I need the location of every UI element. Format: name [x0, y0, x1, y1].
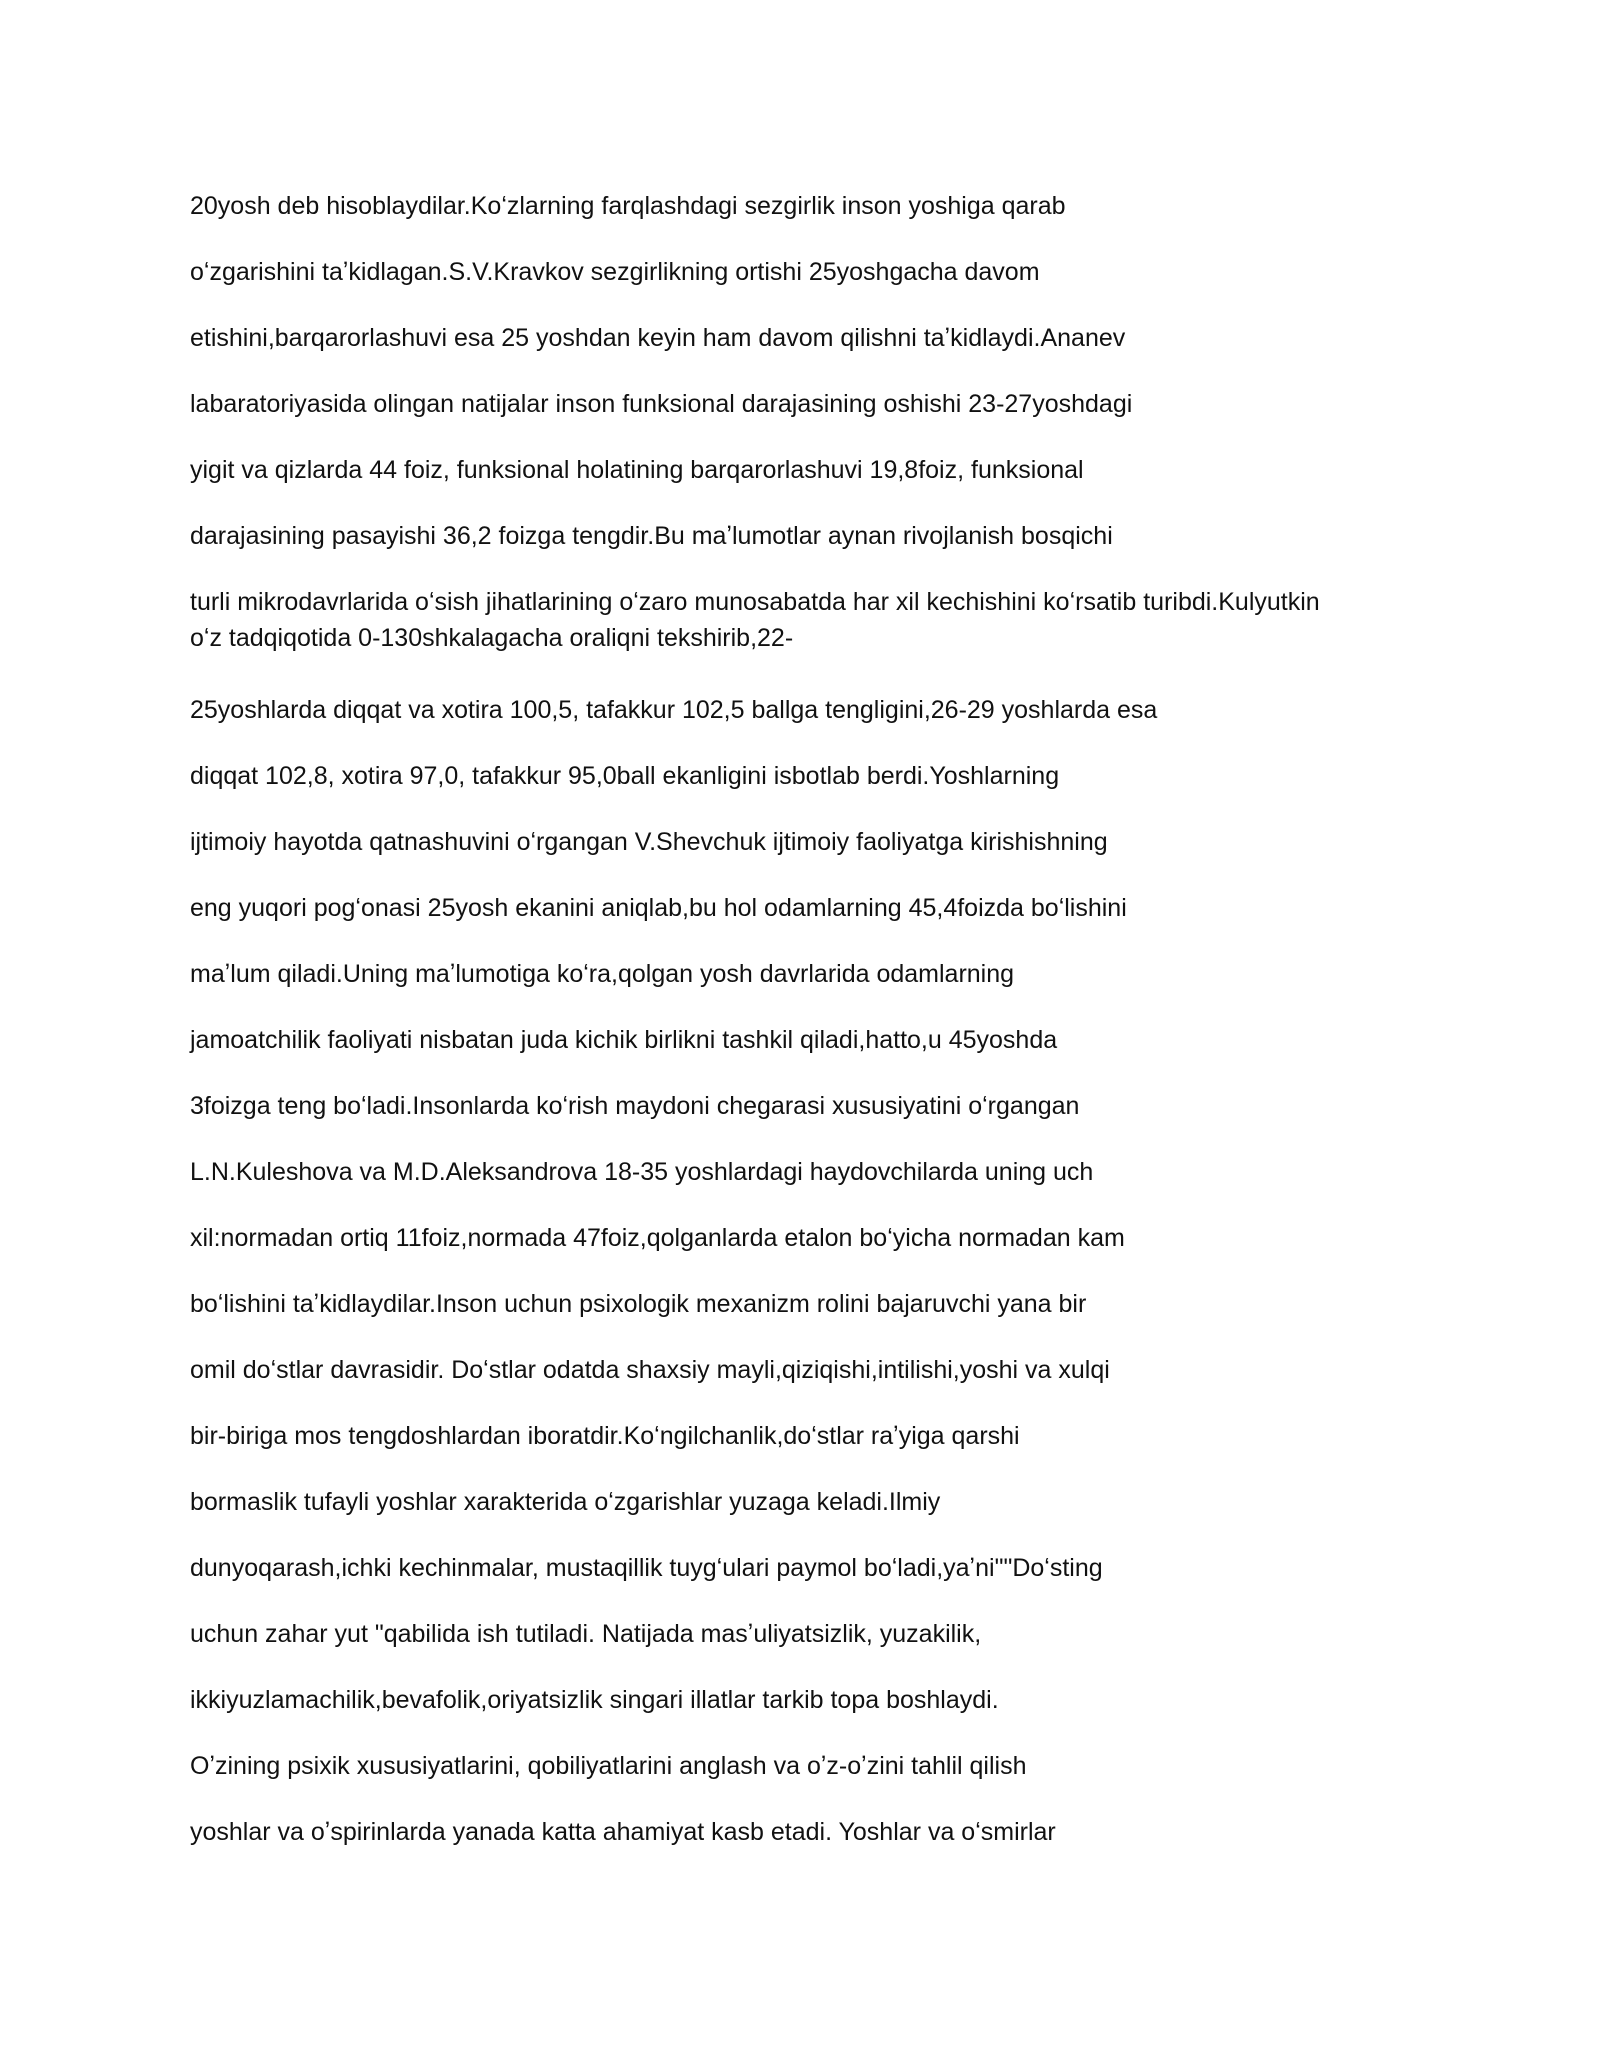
text-line: xil:normadan ortiq 11foiz,normada 47foiz,qolganlarda etalon boʻyicha normadan kam: [190, 1224, 1125, 1252]
text-line: maʼlum qiladi.Uning maʼlumotiga koʻra,qolgan yosh davrlarida odamlarning: [190, 960, 1015, 988]
text-line: turli mikrodavrlarida oʻsish jihatlarining oʻzaro munosabatda har xil kechishini koʻrsatib turibdi.Kulyutkin: [190, 588, 1320, 616]
text-line: jamoatchilik faoliyati nisbatan juda kichik birlikni tashkil qiladi,hatto,u 45yoshda: [190, 1026, 1058, 1054]
text-line: diqqat 102,8, xotira 97,0, tafakkur 95,0ball ekanligini isbotlab berdi.Yoshlarning: [190, 762, 1060, 790]
text-line: oʻzgarishini taʼkidlagan.S.V.Kravkov sezgirlikning ortishi 25yoshgacha davom: [190, 258, 1040, 286]
text-line: dunyoqarash,ichki kechinmalar, mustaqillik tuygʻulari paymol boʻladi,yaʼni""Doʻsting: [190, 1554, 1103, 1582]
text-line: yoshlar va oʼspirinlarda yanada katta ahamiyat kasb etadi. Yoshlar va oʻsmirlar: [190, 1818, 1056, 1846]
text-line: darajasining pasayishi 36,2 foizga tengdir.Bu maʼlumotlar aynan rivojlanish bosqichi: [190, 522, 1113, 550]
text-line: 20yosh deb hisoblaydilar.Koʻzlarning farqlashdagi sezgirlik inson yoshiga qarab: [190, 192, 1066, 220]
text-line: labaratoriyasida olingan natijalar inson funksional darajasining oshishi 23-27yoshdagi: [190, 390, 1133, 418]
text-line: etishini,barqarorlashuvi esa 25 yoshdan keyin ham davom qilishni taʼkidlaydi.Ananev: [190, 324, 1126, 352]
text-line: bir-biriga mos tengdoshlardan iboratdir.Koʻngilchanlik,doʻstlar raʼyiga qarshi: [190, 1422, 1020, 1450]
text-line: ikkiyuzlamachilik,bevafolik,oriyatsizlik singari illatlar tarkib topa boshlaydi.: [190, 1686, 999, 1714]
text-line: eng yuqori pogʻonasi 25yosh ekanini aniqlab,bu hol odamlarning 45,4foizda boʻlishini: [190, 894, 1127, 922]
text-line: boʻlishini taʼkidlaydilar.Inson uchun psixologik mexanizm rolini bajaruvchi yana bir: [190, 1290, 1087, 1318]
text-line: ijtimoiy hayotda qatnashuvini oʻrgangan V.Shevchuk ijtimoiy faoliyatga kirishishning: [190, 828, 1108, 856]
text-line: Oʼzining psixik xususiyatlarini, qobiliyatlarini anglash va oʼz-oʼzini tahlil qilish: [190, 1752, 1027, 1780]
text-line: oʻz tadqiqotida 0-130shkalagacha oraliqni tekshirib,22-: [190, 624, 794, 652]
text-line: 3foizga teng boʻladi.Insonlarda koʻrish maydoni chegarasi xususiyatini oʻrgangan: [190, 1092, 1080, 1120]
text-line: bormaslik tufayli yoshlar xarakterida oʻzgarishlar yuzaga keladi.Ilmiy: [190, 1488, 941, 1516]
text-line: L.N.Kuleshova va M.D.Aleksandrova 18-35 yoshlardagi haydovchilarda uning uch: [190, 1158, 1094, 1186]
text-line: omil doʻstlar davrasidir. Doʻstlar odatda shaxsiy mayli,qiziqishi,intilishi,yoshi va xulqi: [190, 1356, 1110, 1384]
text-line: yigit va qizlarda 44 foiz, funksional holatining barqarorlashuvi 19,8foiz, funksional: [190, 456, 1084, 484]
text-line: 25yoshlarda diqqat va xotira 100,5, tafakkur 102,5 ballga tengligini,26-29 yoshlarda esa: [190, 696, 1158, 724]
text-line: uchun zahar yut "qabilida ish tutiladi. Natijada masʼuliyatsizlik, yuzakilik,: [190, 1620, 982, 1648]
